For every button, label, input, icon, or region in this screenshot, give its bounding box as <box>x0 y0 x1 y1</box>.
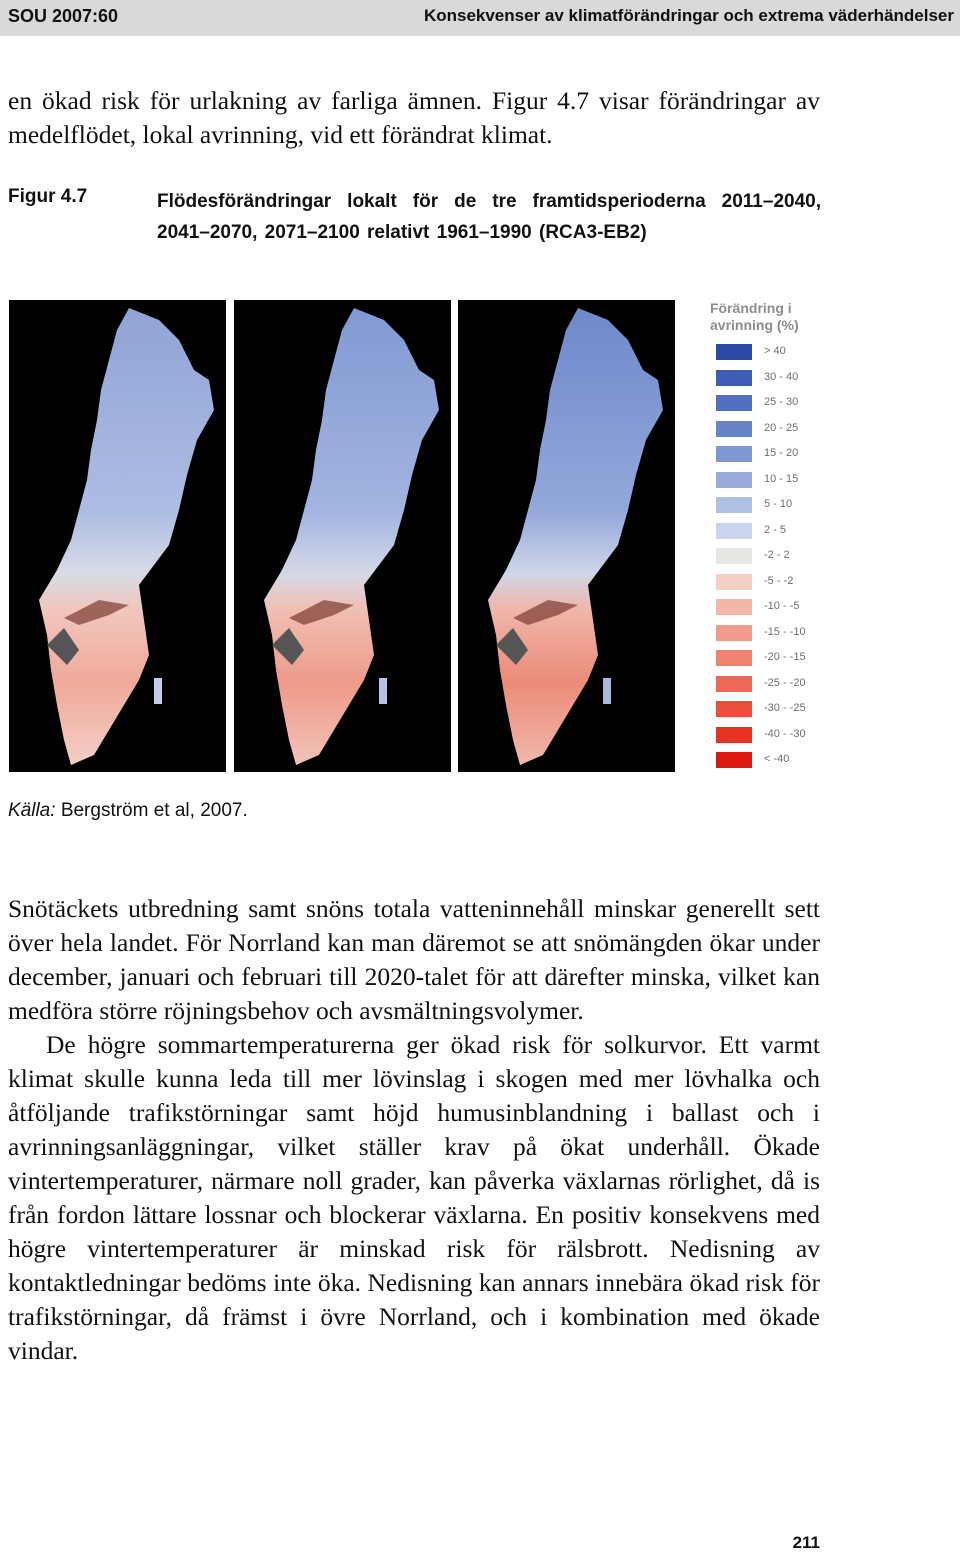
legend-label: 25 - 30 <box>764 396 799 408</box>
figure-caption: Flödesförändringar lokalt för de tre framtidsperioderna 2011–2040, 2041–2070, 2071–2100 relativt 1961–1990 (RCA3-EB2) <box>157 191 821 243</box>
legend-item <box>716 421 846 437</box>
legend-swatch <box>716 497 752 513</box>
legend-label: -5 - -2 <box>764 574 794 587</box>
figure-label: Figur 4.7 <box>8 186 88 207</box>
map-legend <box>706 300 842 765</box>
legend-item <box>716 650 846 666</box>
map-panel-2041-2070 <box>234 300 451 772</box>
body-text <box>8 892 820 1368</box>
legend-label: -40 - -30 <box>764 727 806 740</box>
legend-swatch <box>716 523 752 539</box>
legend-label: > 40 <box>764 345 786 357</box>
legend-item <box>716 497 846 513</box>
paragraph: Snötäckets utbredning samt snöns totala vatteninnehåll minskar generellt sett över hela landet. För Norrland kan man däremot se att snömängden ökar under december, januari och februari till 2020-talet för att därefter minska, vilket kan medföra större röjningsbehov och avsmältningsvolymer. <box>8 894 820 1025</box>
legend-label: 30 - 40 <box>764 370 799 383</box>
legend-swatch <box>716 701 752 717</box>
map-panel-2011-2040 <box>9 300 226 772</box>
legend-label: 5 - 10 <box>764 498 793 510</box>
legend-item <box>716 676 846 692</box>
legend-swatch <box>716 676 752 692</box>
legend-label: -15 - -10 <box>764 625 806 638</box>
legend-swatch <box>716 574 752 590</box>
map-panel-2071-2100 <box>458 300 675 772</box>
legend-item <box>716 727 846 743</box>
legend-item <box>716 574 846 590</box>
legend-item <box>716 344 846 360</box>
legend-swatch <box>716 421 752 437</box>
legend-swatch <box>716 625 752 641</box>
source-prefix: Källa: <box>8 800 56 821</box>
page-header <box>0 0 960 36</box>
legend-item <box>716 472 846 488</box>
legend-swatch <box>716 344 752 360</box>
header-report-id: SOU 2007:60 <box>8 6 119 26</box>
paragraph: De högre sommartemperaturerna ger ökad risk för solkurvor. Ett varmt klimat skulle kunna leda till mer lövinslag i skogen med mer lövhalka och åtföljande trafikstörningar samt höjd humusinblandning i ballast och i avrinningsanläggningar, vilket ställer krav på ökat underhåll. Ökade vintertemperaturer, närmare noll grader, kan påverka växlarnas rörlighet, då is från fordon lättare lossnar och blockerar växlarna. En positiv konsekvens med högre vintertemperaturer är minskad risk för rälsbrott. Nedisning av kontaktledningar bedöms inte öka. Nedisning kan annars innebära ökad risk för trafikstörningar, då främst i övre Norrland, och i kombination med ökade vindar. <box>8 1030 820 1365</box>
legend-label: 10 - 15 <box>764 472 799 485</box>
legend-swatch <box>716 727 752 743</box>
legend-item <box>716 370 846 386</box>
legend-item <box>716 523 846 539</box>
legend-label: -10 - -5 <box>764 600 800 612</box>
legend-label: 2 - 5 <box>764 523 787 536</box>
legend-item <box>716 446 846 462</box>
legend-swatch <box>716 395 752 411</box>
legend-item <box>716 701 846 717</box>
intro-paragraph: en ökad risk för urlakning av farliga ämnen. Figur 4.7 visar förändringar av medelflödet, lokal avrinning, vid ett förändrat klimat. <box>8 86 820 149</box>
legend-label: -2 - 2 <box>764 549 790 561</box>
legend-label: 15 - 20 <box>764 447 799 459</box>
legend-item <box>716 625 846 641</box>
legend-label: -25 - -20 <box>764 676 806 689</box>
source-text: Bergström et al, 2007. <box>60 800 248 821</box>
legend-item <box>716 548 846 564</box>
legend-swatch <box>716 446 752 462</box>
legend-swatch <box>716 370 752 386</box>
legend-title-line1: Förändring i <box>710 300 792 316</box>
legend-swatch <box>716 752 752 768</box>
legend-item <box>716 395 846 411</box>
figure-source <box>8 800 248 822</box>
legend-label: < -40 <box>764 753 790 765</box>
legend-swatch <box>716 650 752 666</box>
header-report-title: Konsekvenser av klimatförändringar och extrema väderhändelser <box>423 6 954 25</box>
legend-swatch <box>716 599 752 615</box>
legend-item <box>716 599 846 615</box>
legend-item <box>716 752 846 768</box>
legend-label: -20 - -15 <box>764 651 806 663</box>
legend-label: 20 - 25 <box>764 421 799 434</box>
legend-swatch <box>716 548 752 564</box>
legend-title-line2: avrinning (%) <box>710 317 799 333</box>
legend-label: -30 - -25 <box>764 702 806 714</box>
page-number: 211 <box>792 1533 820 1552</box>
legend-swatch <box>716 472 752 488</box>
